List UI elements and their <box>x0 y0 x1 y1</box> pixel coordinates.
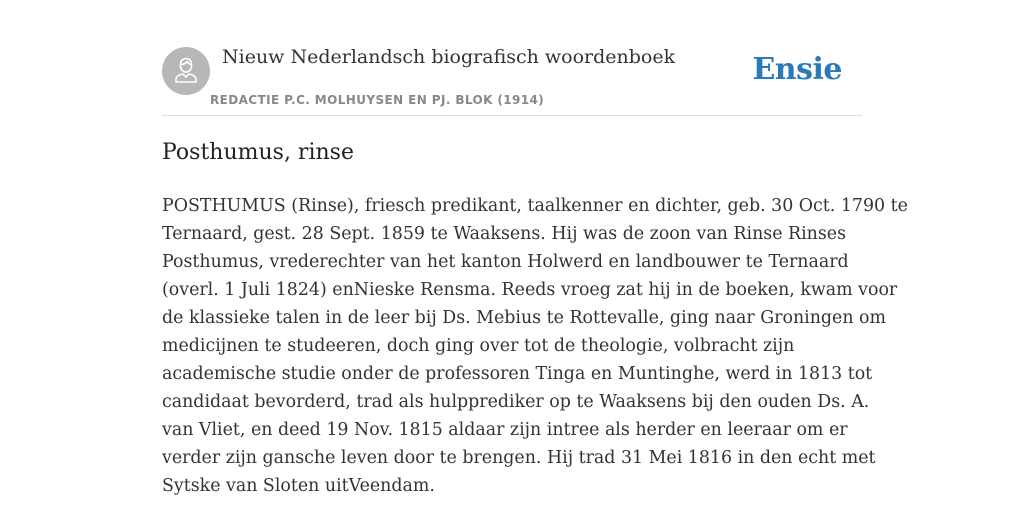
user-icon <box>162 47 210 95</box>
source-title-link[interactable]: Nieuw Nederlandsch biografisch woordenboek <box>222 46 676 68</box>
article-line: verder zijn gansche leven door te brengen. Hij trad 31 Mei 1816 in den echt met <box>162 448 876 468</box>
source-avatar[interactable] <box>162 47 210 95</box>
article-line: van Vliet, en deed 19 Nov. 1815 aldaar zijn intree als herder en leeraar om er <box>162 420 848 440</box>
source-editors: REDACTIE P.C. MOLHUYSEN EN PJ. BLOK (1914) <box>210 93 545 107</box>
article-line: medicijnen te studeeren, doch ging over tot de theologie, volbracht zijn <box>162 336 795 356</box>
article-line: Posthumus, vrederechter van het kanton Holwerd en landbouwer te Ternaard <box>162 252 849 272</box>
article-line: candidaat bevorderd, trad als hulpprediker op te Waaksens bij den ouden Ds. A. <box>162 392 870 412</box>
article-body <box>162 192 908 500</box>
article-line: Sytske van Sloten uitVeendam. <box>162 476 435 496</box>
article-line: POSTHUMUS (Rinse), friesch predikant, taalkenner en dichter, geb. 30 Oct. 1790 te <box>162 196 908 216</box>
article-line: Ternaard, gest. 28 Sept. 1859 te Waaksens. Hij was de zoon van Rinse Rinses <box>162 224 847 244</box>
source-header <box>162 40 862 116</box>
article-line: de klassieke talen in de leer bij Ds. Mebius te Rottevalle, ging naar Groningen om <box>162 308 887 328</box>
ensie-logo-link[interactable]: Ensie <box>752 52 842 87</box>
article-title: Posthumus, rinse <box>162 140 354 165</box>
article-line: (overl. 1 Juli 1824) enNieske Rensma. Reeds vroeg zat hij in de boeken, kwam voor <box>162 280 898 300</box>
article-line: academische studie onder de professoren Tinga en Muntinghe, werd in 1813 tot <box>162 364 873 384</box>
